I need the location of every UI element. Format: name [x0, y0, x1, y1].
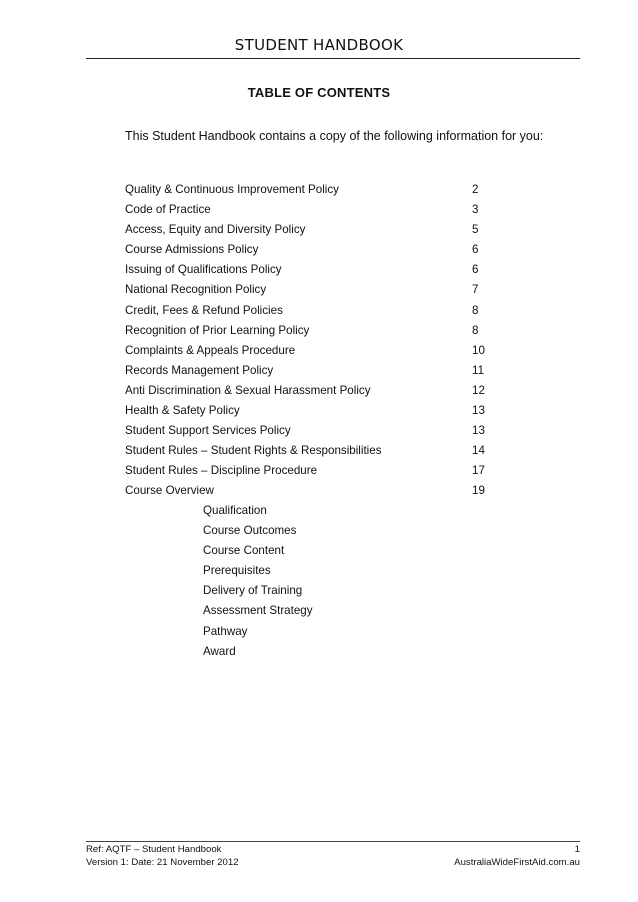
toc-entry	[125, 301, 505, 321]
toc-entry-page: 13	[472, 404, 485, 418]
toc-entry-title: Course Overview	[125, 484, 214, 498]
toc-entry	[125, 280, 505, 300]
toc-entry-page: 5	[472, 223, 479, 237]
toc-sub-entry: Course Content	[203, 544, 285, 558]
page-header-title: STUDENT HANDBOOK	[234, 36, 404, 54]
toc-entry-title: Credit, Fees & Refund Policies	[125, 303, 283, 317]
footer-page-number: 1	[574, 844, 580, 855]
toc-sub-entry: Course Outcomes	[203, 524, 297, 538]
toc-entry	[125, 180, 505, 200]
toc-entry-page: 19	[472, 484, 485, 498]
footer-left	[86, 844, 239, 869]
header-divider	[86, 58, 580, 59]
course-overview-sublist	[203, 501, 313, 662]
toc-entry-title: Anti Discrimination & Sexual Harassment Policy	[125, 383, 371, 397]
toc-sub-entry: Prerequisites	[203, 564, 271, 578]
toc-entry-page: 12	[472, 383, 485, 397]
toc-entry-page: 2	[472, 183, 479, 196]
toc-entry	[125, 321, 505, 341]
toc-entry-title: Health & Safety Policy	[125, 404, 240, 418]
toc-entry-page: 7	[472, 283, 479, 297]
toc-entry-title: National Recognition Policy	[125, 283, 267, 297]
toc-entry	[125, 220, 505, 240]
toc-entry	[125, 401, 505, 421]
toc-entry-title: Course Admissions Policy	[125, 243, 259, 257]
toc-intro-text: This Student Handbook contains a copy of the following information for you:	[125, 129, 544, 143]
toc-entry-page: 10	[472, 343, 485, 357]
toc-entry-page: 17	[472, 464, 485, 478]
toc-entry	[125, 361, 505, 381]
footer-website: AustraliaWideFirstAid.com.au	[454, 856, 580, 868]
toc-entry-title: Code of Practice	[125, 203, 211, 217]
toc-entry	[125, 260, 505, 280]
toc-list	[125, 180, 505, 502]
toc-entry-title: Student Rules – Discipline Procedure	[125, 464, 318, 478]
footer-ref: Ref: AQTF – Student Handbook	[86, 844, 222, 855]
toc-sub-entry: Qualification	[203, 504, 267, 517]
toc-heading: TABLE OF CONTENTS	[247, 85, 391, 100]
toc-entry	[125, 481, 505, 501]
toc-entry-page: 6	[472, 243, 479, 257]
toc-entry-title: Access, Equity and Diversity Policy	[125, 223, 306, 237]
footer-version: Version 1: Date: 21 November 2012	[86, 856, 239, 868]
toc-entry	[125, 461, 505, 481]
toc-entry	[125, 421, 505, 441]
footer-divider	[86, 841, 580, 842]
footer-right	[454, 844, 580, 869]
toc-sub-entry: Assessment Strategy	[203, 604, 313, 618]
toc-entry-page: 14	[472, 444, 485, 458]
toc-entry-title: Issuing of Qualifications Policy	[125, 263, 282, 277]
toc-entry-page: 6	[472, 263, 479, 277]
toc-entry-page: 13	[472, 424, 485, 438]
toc-entry-page: 11	[472, 363, 485, 377]
toc-entry-title: Quality & Continuous Improvement Policy	[125, 183, 339, 196]
toc-entry-title: Recognition of Prior Learning Policy	[125, 323, 310, 337]
toc-entry	[125, 200, 505, 220]
toc-sub-entry: Award	[203, 644, 236, 658]
toc-entry-title: Complaints & Appeals Procedure	[125, 343, 296, 357]
toc-entry-page: 3	[472, 203, 479, 217]
toc-sub-entry: Delivery of Training	[203, 584, 303, 598]
toc-entry-title: Student Rules – Student Rights & Responsibilities	[125, 444, 382, 458]
toc-sub-entry: Pathway	[203, 624, 248, 638]
toc-entry-title: Records Management Policy	[125, 363, 274, 377]
toc-entry	[125, 240, 505, 260]
toc-entry	[125, 441, 505, 461]
toc-entry-title: Student Support Services Policy	[125, 424, 291, 438]
toc-entry	[125, 381, 505, 401]
toc-entry-page: 8	[472, 323, 479, 337]
toc-entry-page: 8	[472, 303, 479, 317]
toc-entry	[125, 341, 505, 361]
